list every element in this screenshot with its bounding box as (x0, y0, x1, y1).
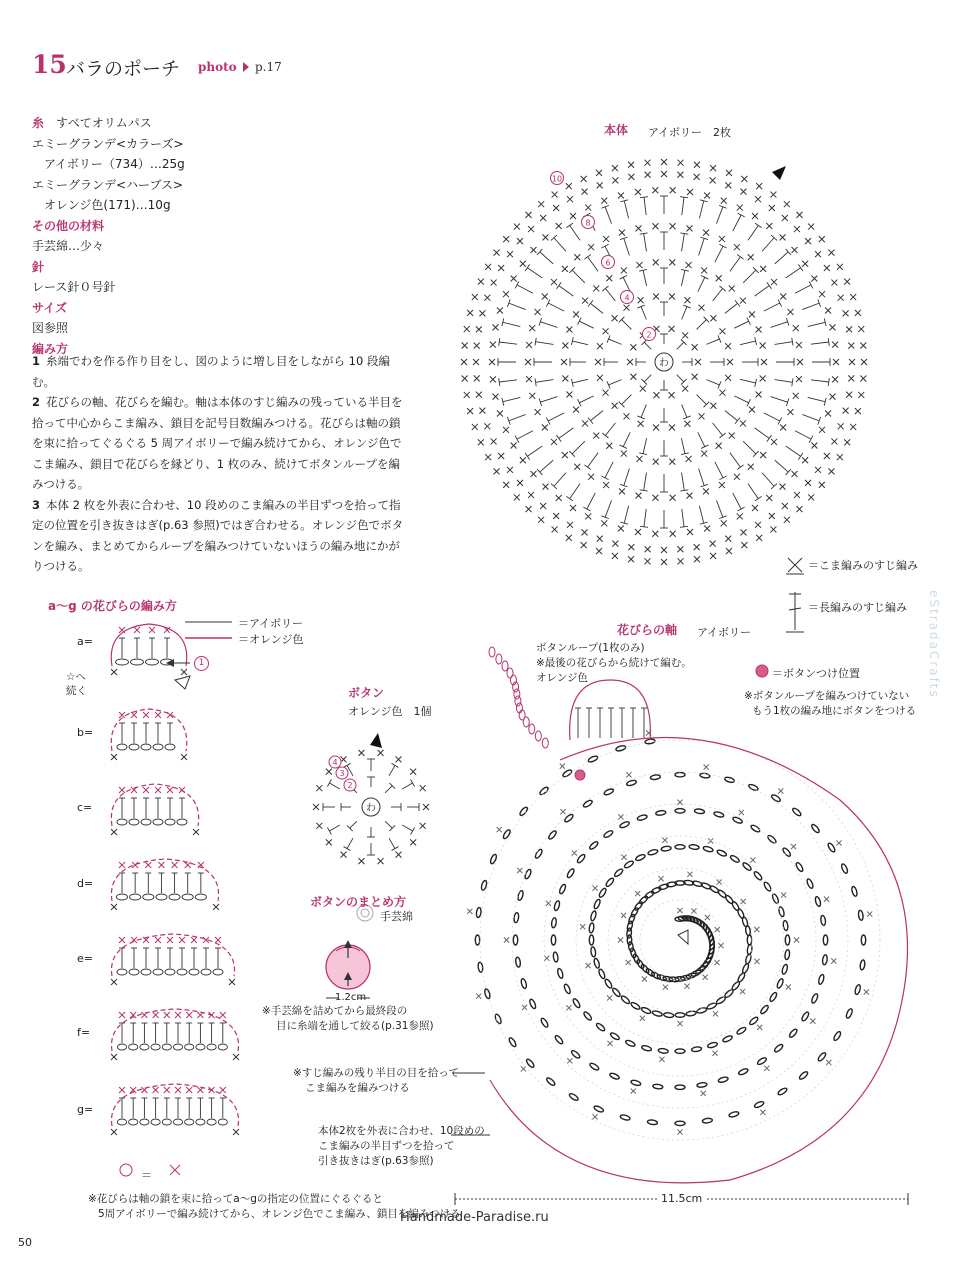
svg-text:2: 2 (646, 330, 652, 340)
petal-label: c= (77, 801, 93, 814)
loop-note: ※最後の花びらから続けて編む。 (536, 657, 692, 669)
svg-text:わ: わ (659, 358, 669, 369)
width-label: 11.5cm (658, 1192, 705, 1205)
pattern-number: 15 (32, 50, 67, 79)
svg-text:8: 8 (585, 218, 591, 228)
star-note: ☆へ (66, 671, 86, 683)
body-chart-title: 本体 (604, 123, 629, 137)
axis-note-b: こま編みの半目ずつを拾って (318, 1140, 455, 1152)
legend-dc-label: ＝長編みのすじ編み (808, 601, 907, 614)
axis-note-b: 引き抜きはぎ(p.63参照) (318, 1155, 434, 1167)
photo-page-ref: p.17 (255, 60, 282, 74)
legend-sc-label: ＝こま編みのすじ編み (808, 559, 918, 572)
axis-title: 花びらの軸 (617, 623, 678, 637)
yarn-line: エミーグランデ<ハーブス> (32, 177, 184, 192)
svg-text:4: 4 (624, 293, 630, 303)
petal-label: a= (77, 635, 93, 648)
button-chart-diagram (313, 733, 429, 864)
yarn-brand: すべてオリムパス (56, 116, 152, 130)
size-value: 図参照 (32, 321, 69, 335)
petal-label: b= (77, 726, 94, 739)
yarn-line: オレンジ色(171)…10g (44, 198, 171, 212)
petals-footnote: ※花びらは軸の鎖を束に拾ってa～gの指定の位置にぐるぐると (88, 1193, 383, 1205)
page-number: 50 (18, 1236, 32, 1249)
needle-heading: 針 (32, 259, 45, 274)
step-item: 2 花びらの軸、花びらを編む。軸は本体のすじ編みの残っている半目を拾って中心からこま編み、鎖目を記号目数編みつける。花びらは軸の鎖を束に拾ってぐるぐる 5 周アイボリーで編み続けてから、オレンジ色でこま編み、鎖目で花びらを縁どり、1 枚のみ、続けてボタンループを編みつける。 (32, 395, 403, 491)
pattern-title: バラのポーチ (66, 58, 181, 80)
svg-text:6: 6 (605, 258, 611, 268)
petal-label: f= (77, 1026, 91, 1039)
size-heading: サイズ (32, 300, 68, 315)
site-watermark: Handmade-Paradise.ru (400, 1210, 549, 1225)
button-size-label: 1.2cm (335, 992, 367, 1003)
ivory-legend-label: ＝アイボリー (238, 617, 304, 630)
svg-text:10: 10 (551, 174, 563, 184)
photo-label: photo (198, 60, 237, 74)
orange-legend-label: ＝オレンジ色 (238, 633, 304, 646)
legend-button-note: もう1枚の編み地にボタンをつける (752, 705, 917, 717)
yarn-heading: 糸 (32, 116, 45, 130)
petals-footnote: 5周アイボリーで編み続けてから、オレンジ色でこま編み、鎖目を編みつける (98, 1208, 461, 1220)
axis-note: アイボリー (697, 626, 752, 639)
body-chart-note: アイボリー 2枚 (648, 126, 732, 139)
legend-button-note: ※ボタンループを編みつけていない (744, 690, 910, 702)
axis-chart-diagram (467, 647, 910, 1183)
other-materials-value: 手芸綿…少々 (32, 239, 105, 253)
star-note: 続く (66, 685, 87, 697)
button-finish-note: 目に糸端を通して絞る(p.31参照) (276, 1020, 434, 1032)
method-heading: 編み方 (32, 341, 69, 356)
loop-note: オレンジ色 (536, 672, 588, 684)
petals-diagram (111, 624, 239, 1176)
step-marker: 1 (194, 656, 209, 671)
button-title: ボタン (348, 686, 385, 700)
legend-button-pos-label: ＝ボタンつけ位置 (772, 667, 860, 680)
axis-note-a: こま編みを編みつける (305, 1082, 410, 1094)
step-item: 3 本体 2 枚を外表に合わせ、10 段めのこま編みの半目ずつを拾って指定の位置を引き抜きはぎ(p.63 参照)ではぎ合わせる。オレンジ色でボタンを編み、まとめてからループを編みつけていないほうの編み地にかがりつける。 (32, 497, 404, 573)
petal-label: g= (77, 1103, 94, 1116)
other-materials-heading: その他の材料 (32, 218, 105, 233)
loop-note: ボタンループ(1枚のみ) (536, 642, 645, 654)
petals-title: a～g の花びらの編み方 (48, 599, 177, 613)
svg-text:3: 3 (339, 769, 345, 778)
svg-text:4: 4 (332, 758, 338, 767)
axis-note-a: ※すじ編みの残り半目の目を拾って (293, 1067, 460, 1079)
needle-value: レース針０号針 (32, 280, 116, 294)
equals-sign: ＝ (141, 1169, 152, 1182)
svg-text:わ: わ (366, 803, 376, 814)
svg-text:2: 2 (347, 781, 353, 790)
button-ball-diagram (326, 905, 373, 998)
axis-note-b: 本体2枚を外表に合わせ、10段めの (318, 1125, 485, 1137)
side-watermark: eStradaCrafts (927, 590, 941, 699)
yarn-line: エミーグランデ<カラーズ> (32, 136, 184, 151)
step-item: 1 糸端でわを作る作り目をし、図のように増し目をしながら 10 段編む。 (32, 354, 390, 389)
cotton-label: 手芸綿 (380, 910, 413, 923)
button-finish-title: ボタンのまとめ方 (310, 895, 407, 909)
petal-label: e= (77, 952, 93, 965)
button-note: オレンジ色 1個 (348, 705, 432, 718)
button-finish-note: ※手芸綿を詰めてから最終段の (262, 1005, 408, 1017)
legend-symbols (756, 558, 804, 677)
body-chart-diagram (461, 159, 867, 565)
yarn-line: アイボリー（734）…25g (44, 157, 185, 171)
petal-label: d= (77, 877, 94, 890)
